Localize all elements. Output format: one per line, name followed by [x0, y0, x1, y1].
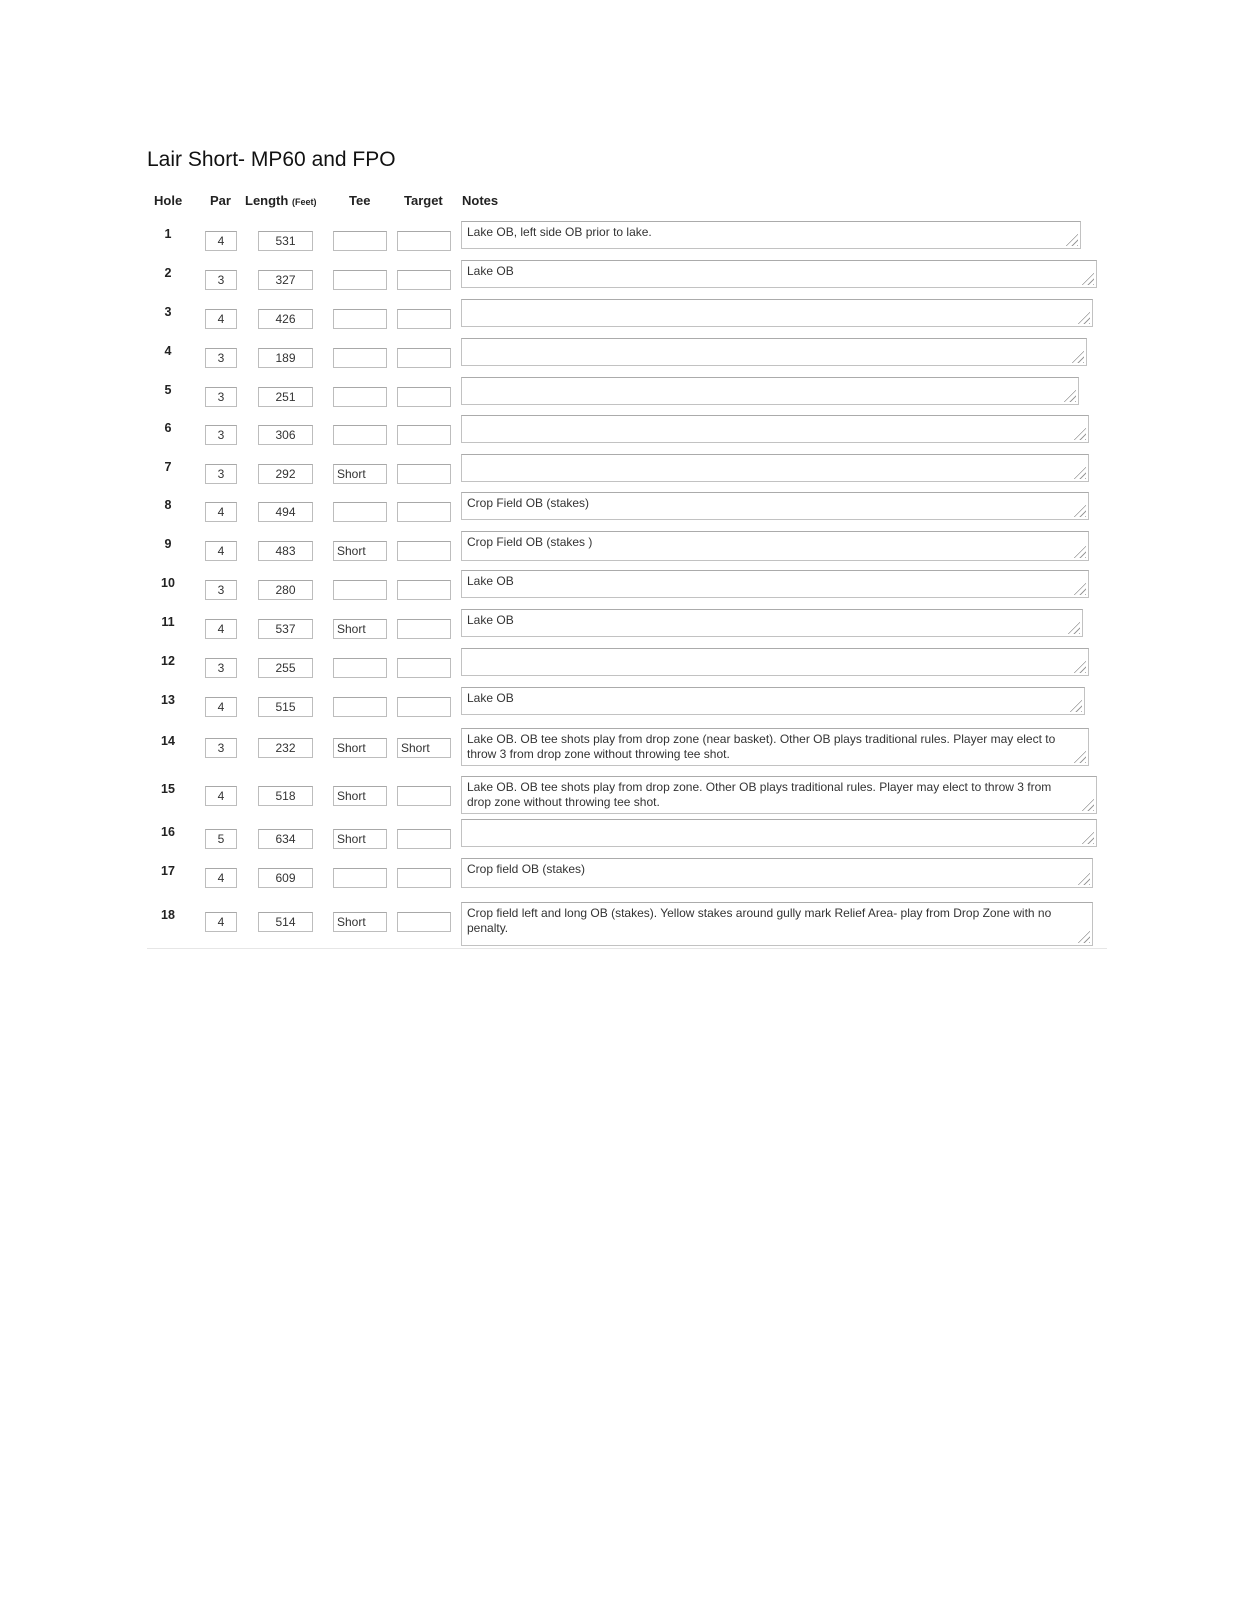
notes-text: Crop Field OB (stakes ): [467, 535, 593, 549]
par-field[interactable]: 4: [205, 912, 237, 932]
header-par: Par: [210, 193, 231, 208]
resize-grip-icon[interactable]: [1070, 349, 1084, 363]
target-field[interactable]: [397, 786, 451, 806]
tee-field[interactable]: Short: [333, 829, 387, 849]
tee-field[interactable]: Short: [333, 912, 387, 932]
notes-text: Lake OB. OB tee shots play from drop zone (near basket). Other OB plays traditional rules. Player may elect to throw 3 from drop zone without throwing tee shot.: [467, 732, 1056, 761]
par-field[interactable]: 4: [205, 697, 237, 717]
header-length-label: Length: [245, 193, 289, 208]
length-field[interactable]: 609: [258, 868, 313, 888]
resize-grip-icon[interactable]: [1072, 465, 1086, 479]
target-field[interactable]: [397, 868, 451, 888]
tee-field[interactable]: [333, 231, 387, 251]
length-field[interactable]: 232: [258, 738, 313, 758]
hole-number: 15: [161, 782, 175, 796]
resize-grip-icon[interactable]: [1072, 544, 1086, 558]
table-bottom-divider: [147, 948, 1107, 949]
length-field[interactable]: 483: [258, 541, 313, 561]
header-hole: Hole: [154, 193, 183, 208]
tee-field[interactable]: [333, 868, 387, 888]
notes-field[interactable]: [461, 454, 1089, 482]
hole-number: 13: [161, 693, 175, 707]
target-field[interactable]: [397, 425, 451, 445]
par-field[interactable]: 3: [205, 658, 237, 678]
resize-grip-icon[interactable]: [1068, 698, 1082, 712]
target-field[interactable]: [397, 829, 451, 849]
notes-field[interactable]: [461, 338, 1087, 366]
notes-field[interactable]: [461, 570, 1089, 598]
hole-number: 2: [164, 266, 172, 280]
notes-field[interactable]: [461, 776, 1097, 814]
length-field[interactable]: 514: [258, 912, 313, 932]
hole-number: 9: [164, 537, 172, 551]
notes-field[interactable]: [461, 299, 1093, 327]
header-length-unit: (Feet): [291, 197, 317, 207]
resize-grip-icon[interactable]: [1080, 797, 1094, 811]
target-field[interactable]: [397, 387, 451, 407]
length-field[interactable]: 426: [258, 309, 313, 329]
notes-field[interactable]: [461, 819, 1097, 847]
par-field[interactable]: 3: [205, 425, 237, 445]
par-field[interactable]: 3: [205, 270, 237, 290]
target-field[interactable]: [397, 541, 451, 561]
par-field[interactable]: 5: [205, 829, 237, 849]
tee-field[interactable]: Short: [333, 541, 387, 561]
length-field[interactable]: 292: [258, 464, 313, 484]
tee-field[interactable]: [333, 425, 387, 445]
resize-grip-icon[interactable]: [1080, 830, 1094, 844]
notes-text: Crop Field OB (stakes): [467, 496, 590, 510]
tee-field[interactable]: Short: [333, 619, 387, 639]
length-field[interactable]: 280: [258, 580, 313, 600]
header-target: Target: [404, 193, 443, 208]
hole-number: 12: [161, 654, 175, 668]
target-field[interactable]: Short: [397, 738, 451, 758]
resize-grip-icon[interactable]: [1064, 232, 1078, 246]
length-field[interactable]: 537: [258, 619, 313, 639]
hole-number: 14: [161, 734, 175, 748]
par-field[interactable]: 3: [205, 580, 237, 600]
notes-field[interactable]: [461, 531, 1089, 561]
hole-number: 6: [164, 421, 172, 435]
notes-text: Lake OB: [467, 691, 514, 705]
length-field[interactable]: 494: [258, 502, 313, 522]
length-field[interactable]: 515: [258, 697, 313, 717]
tee-field[interactable]: Short: [333, 464, 387, 484]
notes-field[interactable]: [461, 609, 1083, 637]
length-field[interactable]: 255: [258, 658, 313, 678]
target-field[interactable]: [397, 912, 451, 932]
tee-field[interactable]: [333, 270, 387, 290]
tee-field[interactable]: Short: [333, 738, 387, 758]
notes-field[interactable]: [461, 377, 1079, 405]
notes-text: Lake OB: [467, 264, 514, 278]
par-field[interactable]: 3: [205, 387, 237, 407]
resize-grip-icon[interactable]: [1076, 929, 1090, 943]
resize-grip-icon[interactable]: [1072, 749, 1086, 763]
target-field[interactable]: [397, 697, 451, 717]
hole-number: 16: [161, 825, 175, 839]
notes-field[interactable]: [461, 492, 1089, 520]
length-field[interactable]: 518: [258, 786, 313, 806]
par-field[interactable]: 4: [205, 619, 237, 639]
resize-grip-icon[interactable]: [1080, 271, 1094, 285]
hole-number: 4: [164, 344, 172, 358]
notes-text: Lake OB: [467, 574, 514, 588]
notes-field[interactable]: [461, 858, 1093, 888]
resize-grip-icon[interactable]: [1072, 503, 1086, 517]
target-field[interactable]: [397, 580, 451, 600]
tee-field[interactable]: [333, 348, 387, 368]
par-field[interactable]: 3: [205, 738, 237, 758]
notes-text: Crop field left and long OB (stakes). Yellow stakes around gully mark Relief Area- play from Drop Zone with no penalty.: [467, 906, 1052, 935]
hole-number: 11: [161, 615, 175, 629]
resize-grip-icon[interactable]: [1076, 310, 1090, 324]
length-field[interactable]: 189: [258, 348, 313, 368]
notes-text: Lake OB, left side OB prior to lake.: [467, 225, 652, 239]
notes-field[interactable]: [461, 902, 1093, 946]
notes-field[interactable]: [461, 260, 1097, 288]
resize-grip-icon[interactable]: [1066, 620, 1080, 634]
header-length: [245, 193, 316, 208]
hole-number: 5: [164, 383, 172, 397]
hole-number: 10: [161, 576, 175, 590]
resize-grip-icon[interactable]: [1072, 426, 1086, 440]
length-field[interactable]: 531: [258, 231, 313, 251]
target-field[interactable]: [397, 502, 451, 522]
par-field[interactable]: 4: [205, 868, 237, 888]
length-field[interactable]: 251: [258, 387, 313, 407]
resize-grip-icon[interactable]: [1076, 871, 1090, 885]
target-field[interactable]: [397, 309, 451, 329]
notes-text: Lake OB: [467, 613, 514, 627]
header-notes: Notes: [462, 193, 499, 208]
resize-grip-icon[interactable]: [1062, 388, 1076, 402]
hole-number: 8: [164, 498, 172, 512]
target-field[interactable]: [397, 231, 451, 251]
target-field[interactable]: [397, 658, 451, 678]
notes-field[interactable]: [461, 728, 1089, 766]
page-title: Lair Short- MP60 and FPO: [147, 148, 396, 171]
notes-field[interactable]: [461, 687, 1085, 715]
resize-grip-icon[interactable]: [1072, 659, 1086, 673]
tee-field[interactable]: [333, 658, 387, 678]
notes-text: Crop field OB (stakes): [467, 862, 586, 876]
hole-number: 1: [164, 227, 172, 241]
par-field[interactable]: 3: [205, 348, 237, 368]
target-field[interactable]: [397, 464, 451, 484]
tee-field[interactable]: [333, 309, 387, 329]
par-field[interactable]: 4: [205, 786, 237, 806]
header-tee: Tee: [349, 193, 371, 208]
par-field[interactable]: 4: [205, 541, 237, 561]
target-field[interactable]: [397, 619, 451, 639]
tee-field[interactable]: [333, 580, 387, 600]
notes-field[interactable]: [461, 415, 1089, 443]
target-field[interactable]: [397, 270, 451, 290]
length-field[interactable]: 634: [258, 829, 313, 849]
tee-field[interactable]: Short: [333, 786, 387, 806]
length-field[interactable]: 306: [258, 425, 313, 445]
hole-number: 18: [161, 908, 175, 922]
par-field[interactable]: 4: [205, 309, 237, 329]
tee-field[interactable]: [333, 697, 387, 717]
tee-field[interactable]: [333, 387, 387, 407]
length-field[interactable]: 327: [258, 270, 313, 290]
notes-text: Lake OB. OB tee shots play from drop zone. Other OB plays traditional rules. Player may elect to throw 3 from drop zone without throwing tee shot.: [467, 780, 1052, 809]
par-field[interactable]: 3: [205, 464, 237, 484]
hole-number: 3: [164, 305, 172, 319]
target-field[interactable]: [397, 348, 451, 368]
hole-number: 7: [164, 460, 172, 474]
notes-field[interactable]: [461, 221, 1081, 249]
hole-number: 17: [161, 864, 175, 878]
resize-grip-icon[interactable]: [1072, 581, 1086, 595]
notes-field[interactable]: [461, 648, 1089, 676]
par-field[interactable]: 4: [205, 502, 237, 522]
tee-field[interactable]: [333, 502, 387, 522]
par-field[interactable]: 4: [205, 231, 237, 251]
